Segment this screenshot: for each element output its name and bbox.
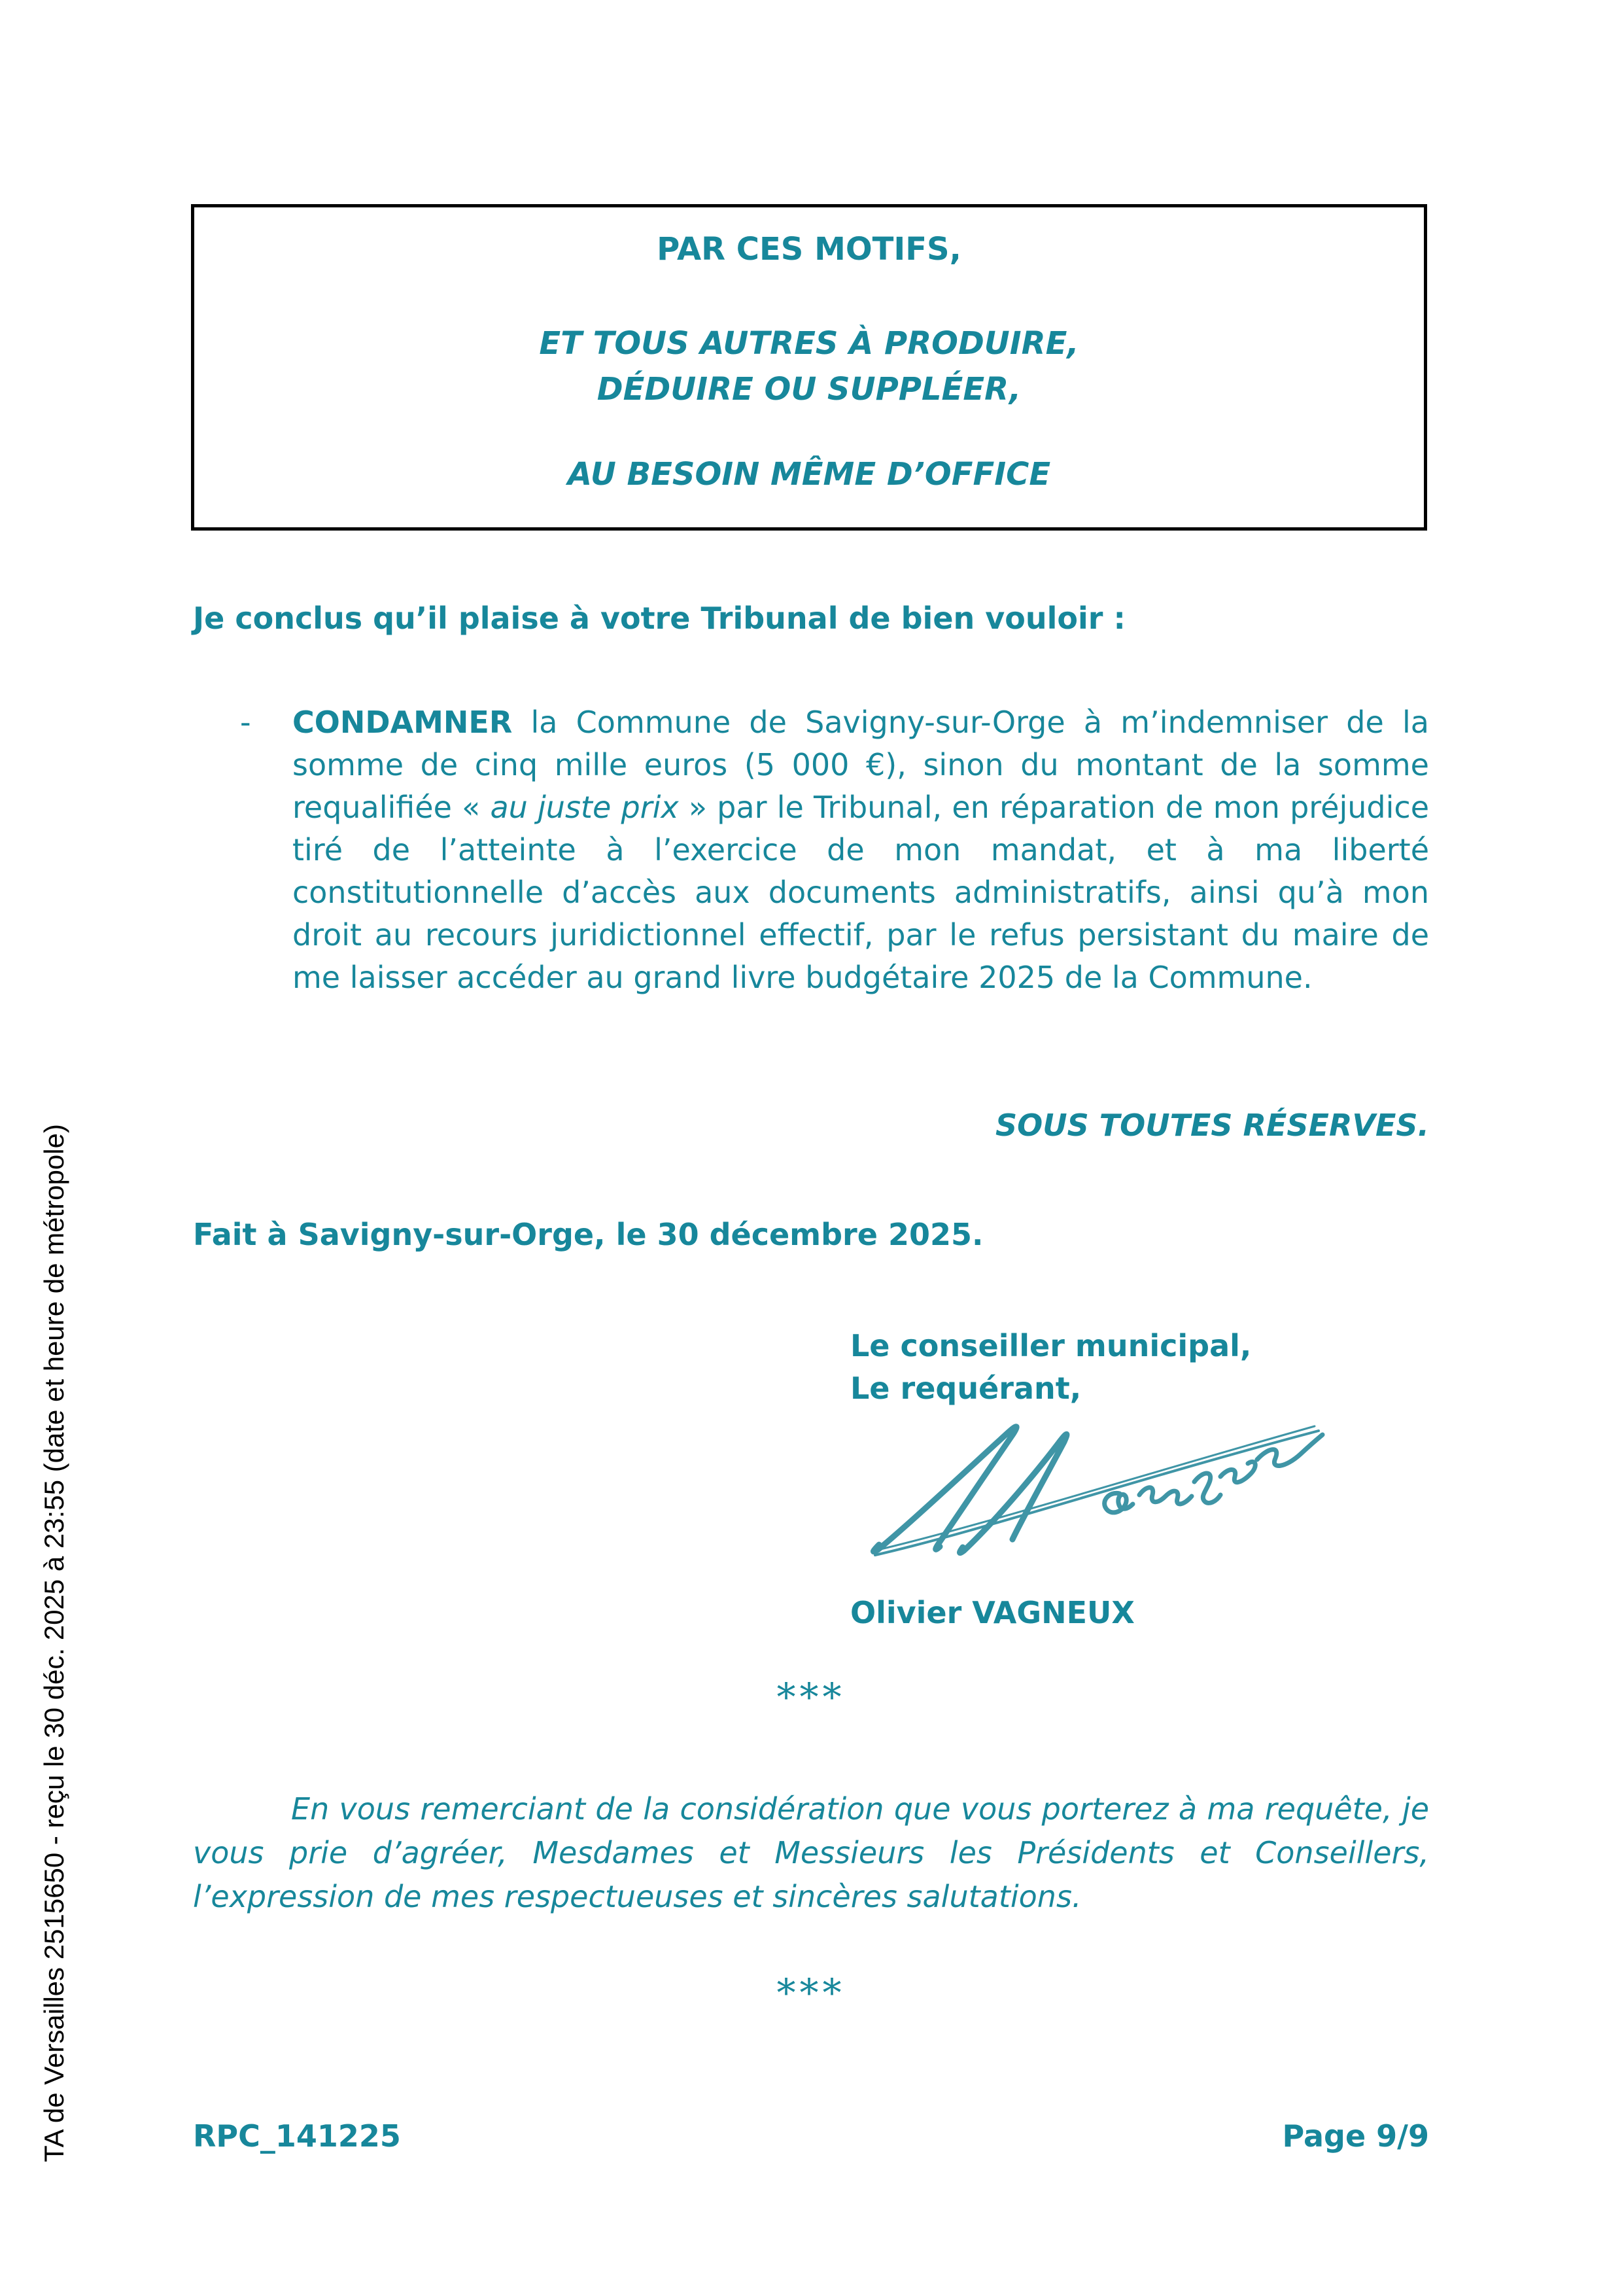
conclusion-intro-heading: Je conclus qu’il plaise à votre Tribunal de bien vouloir : — [193, 601, 1126, 636]
demand-text-2: » par le Tribunal, en réparation de mon préjudice tiré de l’atteinte à l’exercice de mon mandat, et à ma liberté constitutionnelle d’accès aux documents administratifs, ainsi qu’à mon droit au recours juridictionnel effectif, par le refus persistant du maire de me laisser accéder au grand livre budgétaire 2025 de la Commune. — [292, 790, 1429, 995]
place-and-date-line: Fait à Savigny-sur-Orge, le 30 décembre 2025. — [193, 1217, 984, 1252]
handwritten-signature — [857, 1416, 1334, 1567]
signatory-name: Olivier VAGNEUX — [850, 1595, 1135, 1630]
asterisk-separator-2: *** — [776, 1971, 846, 2015]
demand-keyword: CONDAMNER — [292, 705, 513, 740]
motifs-title: PAR CES MOTIFS, — [657, 231, 961, 268]
signatory-role-2: Le requérant, — [850, 1371, 1082, 1406]
motifs-framed-box — [191, 204, 1427, 531]
demand-text-1: la Commune de Savigny-sur-Orge à m’indemniser de la somme de cinq mille euros (5 000 €), sinon du montant de la somme requalifiée « — [292, 705, 1429, 825]
motifs-line-3: DÉDUIRE OU SUPPLÉER, — [596, 371, 1022, 408]
demand-item — [193, 701, 1429, 999]
closing-courtesy-paragraph: En vous remerciant de la considération que vous porterez à ma requête, je vous prie d’agréer, Mesdames et Messieurs les Présidents et Conseillers, l’expression de mes respectueuses et sincères salutations. — [193, 1791, 1429, 1914]
asterisk-separator-1: *** — [776, 1675, 846, 1719]
page-number: Page 9/9 — [1282, 2118, 1429, 2154]
list-dash: - — [240, 705, 251, 740]
reserves-line: SOUS TOUTES RÉSERVES. — [995, 1108, 1429, 1143]
signatory-roles — [850, 1325, 1251, 1410]
motifs-line-4: AU BESOIN MÊME D’OFFICE — [567, 456, 1051, 493]
demand-quoted-phrase: au juste prix — [490, 790, 679, 825]
court-registration-stamp: TA de Versailles 2515650 - reçu le 30 déc. 2025 à 23:55 (date et heure de métropole) — [39, 1124, 69, 2162]
demand-paragraph — [292, 701, 1429, 999]
document-reference: RPC_141225 — [193, 2118, 401, 2154]
motifs-line-2: ET TOUS AUTRES À PRODUIRE, — [539, 325, 1079, 362]
signatory-role-1: Le conseiller municipal, — [850, 1328, 1252, 1363]
page-footer — [193, 2118, 1429, 2154]
